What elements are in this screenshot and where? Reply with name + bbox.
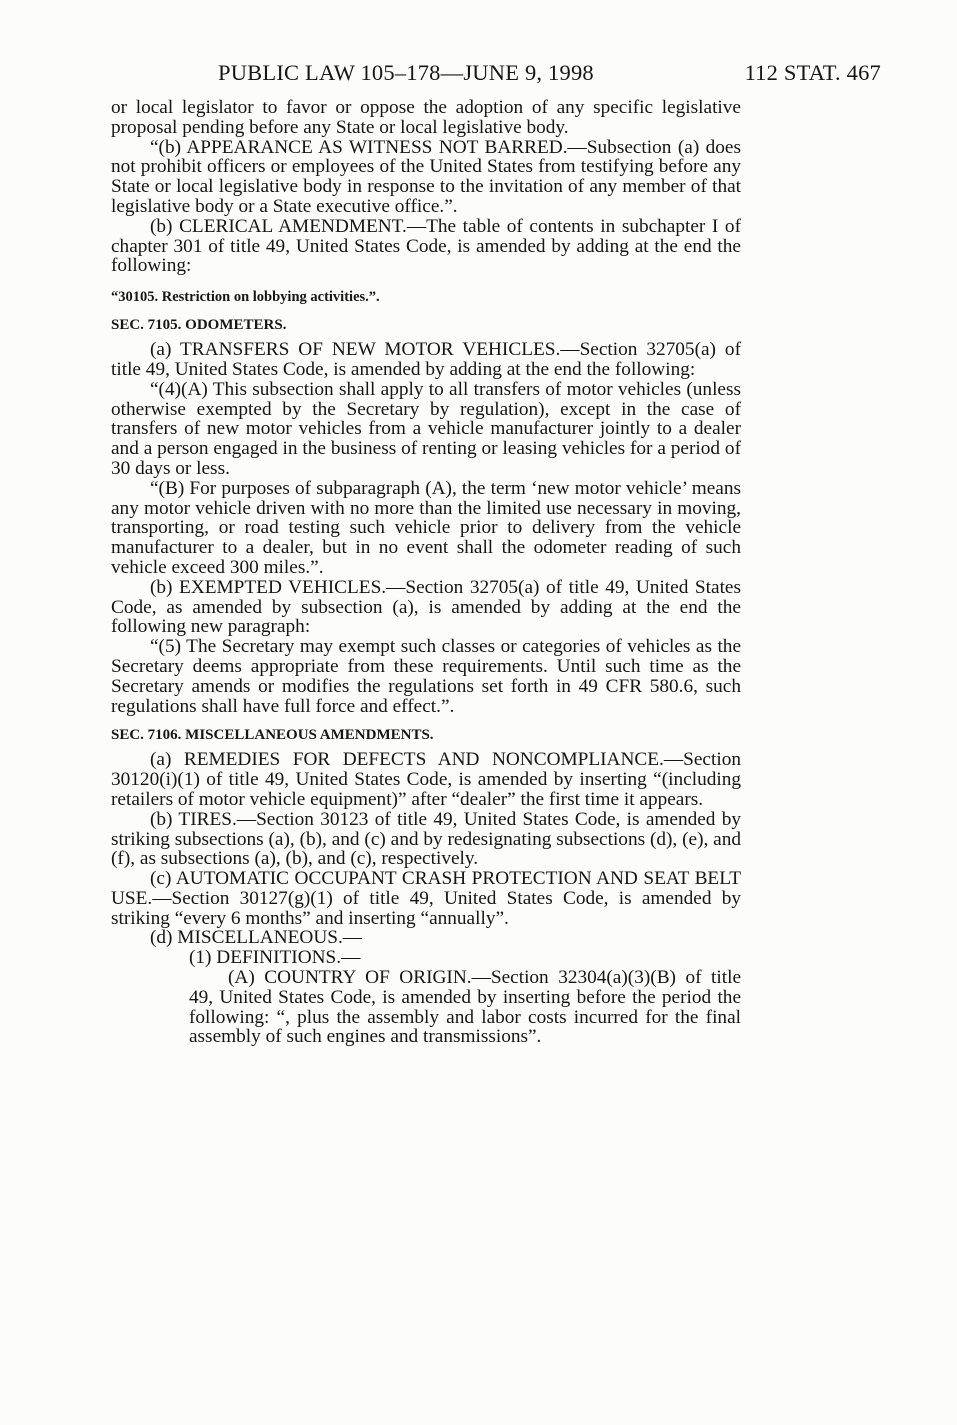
section-heading-7105: SEC. 7105. ODOMETERS. xyxy=(111,317,287,334)
public-law-citation: PUBLIC LAW 105–178—JUNE 9, 1998 xyxy=(218,60,594,85)
table-of-contents-entry: “30105. Restriction on lobbying activities.”. xyxy=(111,289,380,306)
paragraph-definitions: (1) DEFINITIONS.— xyxy=(189,947,361,969)
paragraph-transfers-new-motor-vehicles: (a) TRANSFERS OF NEW MOTOR VEHICLES.—Section 32705(a) of title 49, United States Code, is amended by adding at the end the following: xyxy=(111,339,741,380)
paragraph-clerical-amendment: (b) CLERICAL AMENDMENT.—The table of contents in subchapter I of chapter 301 of title 49, United States Code, is amended by adding at the end the following: xyxy=(111,215,741,277)
section-heading-7106: SEC. 7106. MISCELLANEOUS AMENDMENTS. xyxy=(111,727,434,744)
paragraph-exempted-vehicles: (b) EXEMPTED VEHICLES.—Section 32705(a) of title 49, United States Code, as amended by subsection (a), is amended by adding at the end the following new paragraph: xyxy=(111,576,741,638)
paragraph-5: “(5) The Secretary may exempt such classes or categories of vehicles as the Secretary deems appropriate from these requirements. Until such time as the Secretary amends or modifies the regulations set forth in 49 CFR 580.6, such regulations shall have full force and effect.”. xyxy=(111,636,741,717)
paragraph-remedies: (a) REMEDIES FOR DEFECTS AND NONCOMPLIANCE.—Section 30120(i)(1) of title 49, United States Code, is amended by inserting “(including retailers of motor vehicle equipment)” after “dealer” the first time it appears. xyxy=(111,749,741,810)
paragraph-continuation: or local legislator to favor or oppose the adoption of any specific legislative proposal pending before any State or local legislative body. xyxy=(111,97,741,138)
paragraph-country-of-origin: (A) COUNTRY OF ORIGIN.—Section 32304(a)(3)(B) of title 49, United States Code, is amended by inserting before the period the following: “, plus the assembly and labor costs incurred for the final assembly of such engines and transmissions”. xyxy=(189,967,741,1048)
paragraph-appearance-as-witness: “(b) APPEARANCE AS WITNESS NOT BARRED.—Subsection (a) does not prohibit officers or employees of the United States from testifying before any State or local legislative body in response to the invitation of any member of that legislative body or a State executive office.”. xyxy=(111,136,741,217)
document-body xyxy=(111,98,741,1047)
paragraph-4a: “(4)(A) This subsection shall apply to all transfers of motor vehicles (unless otherwise exempted by the Secretary by regulation), except in the case of transfers of new motor vehicles from a vehicle manufacturer jointly to a dealer and a person engaged in the business of renting or leasing vehicles for a period of 30 days or less. xyxy=(111,378,741,479)
paragraph-crash-protection: (c) AUTOMATIC OCCUPANT CRASH PROTECTION AND SEAT BELT USE.—Section 30127(g)(1) of title 49, United States Code, is amended by striking “every 6 months” and inserting “annually”. xyxy=(111,868,741,929)
paragraph-miscellaneous: (d) MISCELLANEOUS.— xyxy=(150,927,363,949)
statutes-page-number: 112 STAT. 467 xyxy=(744,60,881,85)
paragraph-4b: “(B) For purposes of subparagraph (A), the term ‘new motor vehicle’ means any motor vehicle driven with no more than the limited use necessary in moving, transporting, or road testing such vehicle prior to delivery from the vehicle manufacturer to a dealer, but in no event shall the odometer reading of such vehicle exceed 300 miles.”. xyxy=(111,477,741,578)
page-header xyxy=(218,58,881,88)
paragraph-tires: (b) TIRES.—Section 30123 of title 49, United States Code, is amended by striking subsections (a), (b), and (c) and by redesignating subsections (d), (e), and (f), as subsections (a), (b), and (c), respectively. xyxy=(111,808,741,870)
